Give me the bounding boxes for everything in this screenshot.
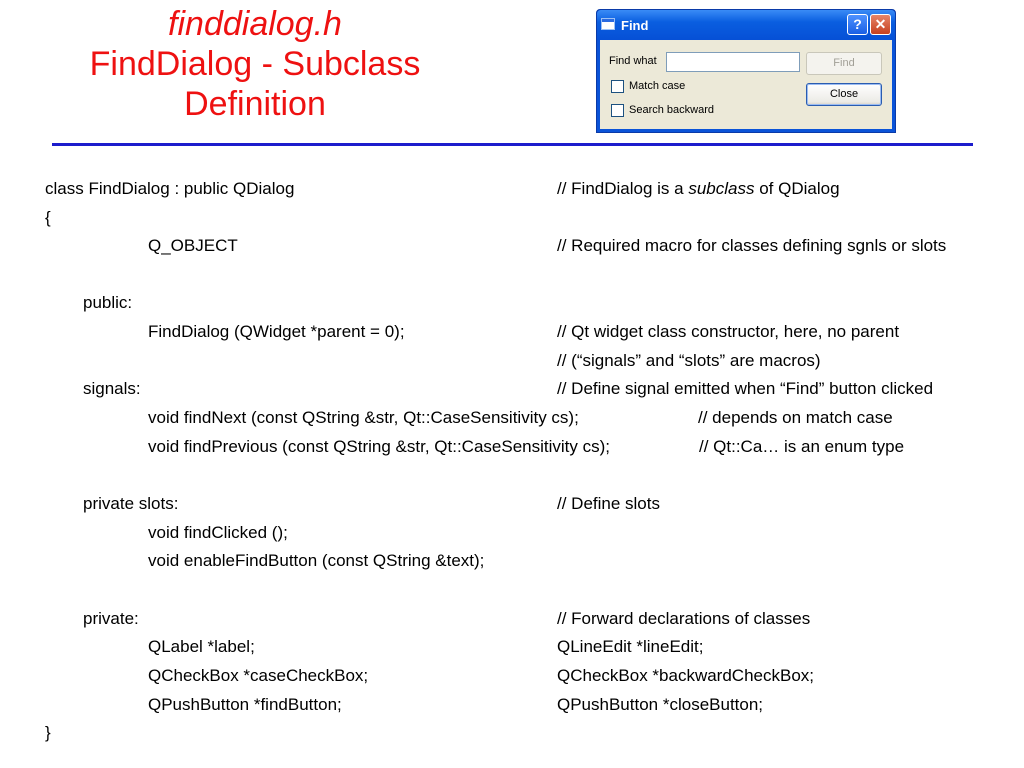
code-line: Q_OBJECT xyxy=(148,236,238,255)
code-line: class FindDialog : public QDialog xyxy=(45,179,295,198)
help-question-icon[interactable]: ? xyxy=(847,14,868,35)
code-line: QPushButton *closeButton; xyxy=(557,695,764,714)
code-line: void findPrevious (const QString &str, Qt::CaseSensitivity cs); xyxy=(148,437,610,456)
dialog-title: Find xyxy=(621,18,649,33)
comment-text: // FindDialog is a xyxy=(557,179,689,198)
code-line: FindDialog (QWidget *parent = 0); xyxy=(148,322,405,341)
slide-title xyxy=(40,4,470,124)
code-comment: // Required macro for classes defining sgnls or slots xyxy=(557,236,947,255)
close-x-icon[interactable]: ✕ xyxy=(870,14,891,35)
match-case-label: Match case xyxy=(629,80,686,92)
title-line-2: Definition xyxy=(184,85,326,123)
code-comment: // Define signal emitted when “Find” button clicked xyxy=(557,379,934,398)
code-line: QLineEdit *lineEdit; xyxy=(557,637,704,656)
code-comment: // Qt widget class constructor, here, no parent xyxy=(557,322,900,341)
code-line: void findClicked (); xyxy=(148,523,288,542)
code-comment xyxy=(557,179,840,199)
code-line: QPushButton *findButton; xyxy=(148,695,342,714)
title-filename: finddialog.h xyxy=(168,5,342,43)
find-button[interactable]: Find xyxy=(806,52,882,75)
code-comment: // Define slots xyxy=(557,494,660,513)
comment-emphasis: subclass xyxy=(688,179,755,198)
window-icon xyxy=(601,18,615,30)
code-line: private slots: xyxy=(83,494,179,513)
title-divider xyxy=(52,143,973,146)
find-what-input[interactable] xyxy=(666,52,800,72)
find-what-label: Find what xyxy=(609,55,657,67)
title-line-1: FindDialog - Subclass xyxy=(89,45,421,83)
code-line: { xyxy=(45,208,51,227)
search-backward-label: Search backward xyxy=(629,104,714,116)
code-comment: // Qt::Ca… is an enum type xyxy=(699,437,905,456)
close-button[interactable]: Close xyxy=(806,83,882,106)
search-backward-checkbox[interactable] xyxy=(611,104,624,117)
code-line: void enableFindButton (const QString &text); xyxy=(148,551,485,570)
dialog-client-area xyxy=(600,40,892,129)
dialog-title-bar xyxy=(597,10,895,40)
comment-text: of QDialog xyxy=(754,179,840,198)
code-comment: // Forward declarations of classes xyxy=(557,609,811,628)
find-dialog-window xyxy=(596,9,896,133)
code-comment: // (“signals” and “slots” are macros) xyxy=(557,351,821,370)
code-line: private: xyxy=(83,609,139,628)
match-case-checkbox[interactable] xyxy=(611,80,624,93)
code-line: signals: xyxy=(83,379,141,398)
code-line: QCheckBox *backwardCheckBox; xyxy=(557,666,815,685)
code-line: } xyxy=(45,723,51,742)
code-line: QCheckBox *caseCheckBox; xyxy=(148,666,369,685)
code-line: QLabel *label; xyxy=(148,637,255,656)
code-comment: // depends on match case xyxy=(698,408,893,427)
code-line: void findNext (const QString &str, Qt::CaseSensitivity cs); xyxy=(148,408,579,427)
code-line: public: xyxy=(83,293,133,312)
